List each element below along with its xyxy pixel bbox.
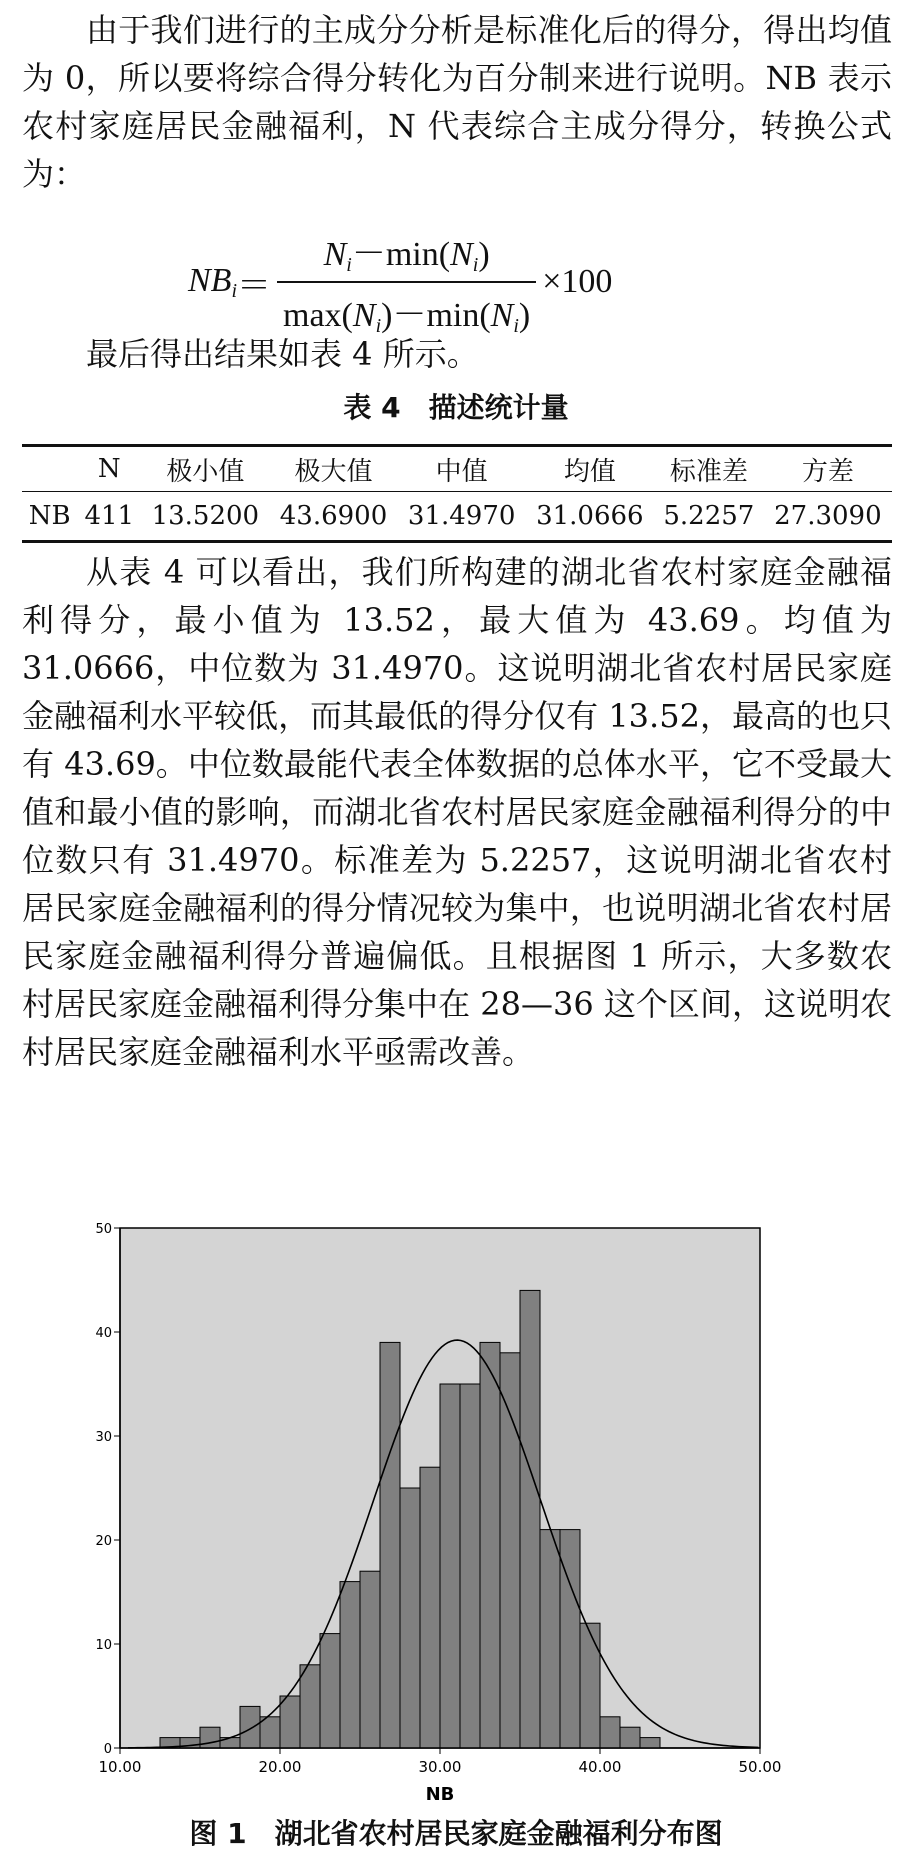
table-header: 中值 <box>398 446 526 492</box>
histogram-bar <box>360 1571 380 1748</box>
y-tick-label: 10 <box>95 1638 112 1653</box>
y-tick-label: 30 <box>95 1430 112 1445</box>
formula-fraction <box>277 226 536 338</box>
table-header: 极大值 <box>269 446 397 492</box>
histogram-bar <box>540 1530 560 1748</box>
table-row <box>22 492 892 542</box>
histogram-bar <box>480 1342 500 1748</box>
x-tick-label: 40.00 <box>578 1758 622 1776</box>
table-header: N <box>77 446 141 492</box>
table-cell: 5.2257 <box>663 501 755 531</box>
paragraph-result: 最后得出结果如表 4 所示。 <box>86 335 479 373</box>
y-tick-label: 0 <box>103 1742 112 1757</box>
y-tick-label: 20 <box>95 1534 112 1549</box>
histogram-bar <box>600 1717 620 1748</box>
table-header: 方差 <box>764 446 892 492</box>
histogram-bar <box>420 1467 440 1748</box>
x-tick-label: 50.00 <box>738 1758 782 1776</box>
histogram-bar <box>400 1488 420 1748</box>
table-cell: NB <box>28 501 71 531</box>
table-header-row <box>22 446 892 492</box>
histogram-bar <box>240 1706 260 1748</box>
table-cell: 27.3090 <box>774 501 882 531</box>
paragraph-analysis: 从表 4 可以看出，我们所构建的湖北省农村家庭金融福利得分，最小值为 13.52，最大值为 43.69。均值为 31.0666，中位数为 31.4970。这说明湖北省农村居民家庭金融福利水平较低，而其最低的得分仅有 13.52，最高的也只有 43.69。中位数最能代表全体数据的总体水平，它不受最大值和最小值的影响，而湖北省农村居民家庭金融福利得分的中位数只有 31.4970。标准差为 5.2257，这说明湖北省农村居民家庭金融福利的得分情况较为集中，也说明湖北省农村居民家庭金融福利得分普遍偏低。且根据图 1 所示，大多数农村居民家庭金融福利得分集中在 28—36 这个区间，这说明农村居民家庭金融福利水平亟需改善。 <box>22 553 892 1071</box>
formula-denominator: $\max(N_i)-\min(N_i)$ <box>277 281 536 338</box>
histogram-bar <box>580 1623 600 1748</box>
histogram-bar <box>320 1634 340 1748</box>
table-header: 均值 <box>526 446 654 492</box>
y-tick-label: 40 <box>95 1326 112 1341</box>
histogram-bar <box>380 1342 400 1748</box>
table-cell: 411 <box>84 501 135 531</box>
formula-numerator: $N_i-\min(N_i)$ <box>323 236 490 276</box>
formula-lhs: $NB_i$ <box>188 261 238 302</box>
histogram-bar <box>520 1290 540 1748</box>
histogram-bar <box>260 1717 280 1748</box>
table-header <box>22 446 77 492</box>
figure-caption: 图 1 湖北省农村居民家庭金融福利分布图 <box>189 1817 723 1850</box>
histogram-bar <box>440 1384 460 1748</box>
table-header: 标准差 <box>654 446 764 492</box>
table-cell: 13.5200 <box>151 501 260 531</box>
table-cell: 43.6900 <box>279 501 388 531</box>
paragraph-intro: 由于我们进行的主成分分析是标准化后的得分，得出均值为 0，所以要将综合得分转化为百分制来进行说明。NB 表示农村家庭居民金融福利，N 代表综合主成分得分，转换公式为： <box>22 11 892 193</box>
histogram-bar <box>200 1727 220 1748</box>
x-tick-label: 20.00 <box>258 1758 302 1776</box>
x-tick-label: 30.00 <box>418 1758 462 1776</box>
conversion-formula <box>0 232 912 337</box>
histogram-bar <box>620 1727 640 1748</box>
table-cell: 31.4970 <box>407 501 516 531</box>
x-tick-label: 10.00 <box>98 1758 142 1776</box>
table-title: 表 4 描述统计量 <box>343 391 569 424</box>
histogram-bar <box>640 1738 660 1748</box>
histogram-bar <box>560 1530 580 1748</box>
histogram-bar <box>340 1582 360 1748</box>
stats-table <box>22 444 892 543</box>
table-header: 极小值 <box>141 446 269 492</box>
histogram-bar <box>300 1665 320 1748</box>
histogram-bar <box>280 1696 300 1748</box>
formula-equals: ＝ <box>237 267 272 305</box>
histogram-bar <box>460 1384 480 1748</box>
histogram-chart <box>80 1212 840 1812</box>
y-tick-label: 50 <box>95 1222 112 1237</box>
table-cell: 31.0666 <box>536 501 644 531</box>
formula-multiplier: ×100 <box>542 263 613 300</box>
x-axis-label: NB <box>425 1784 455 1805</box>
